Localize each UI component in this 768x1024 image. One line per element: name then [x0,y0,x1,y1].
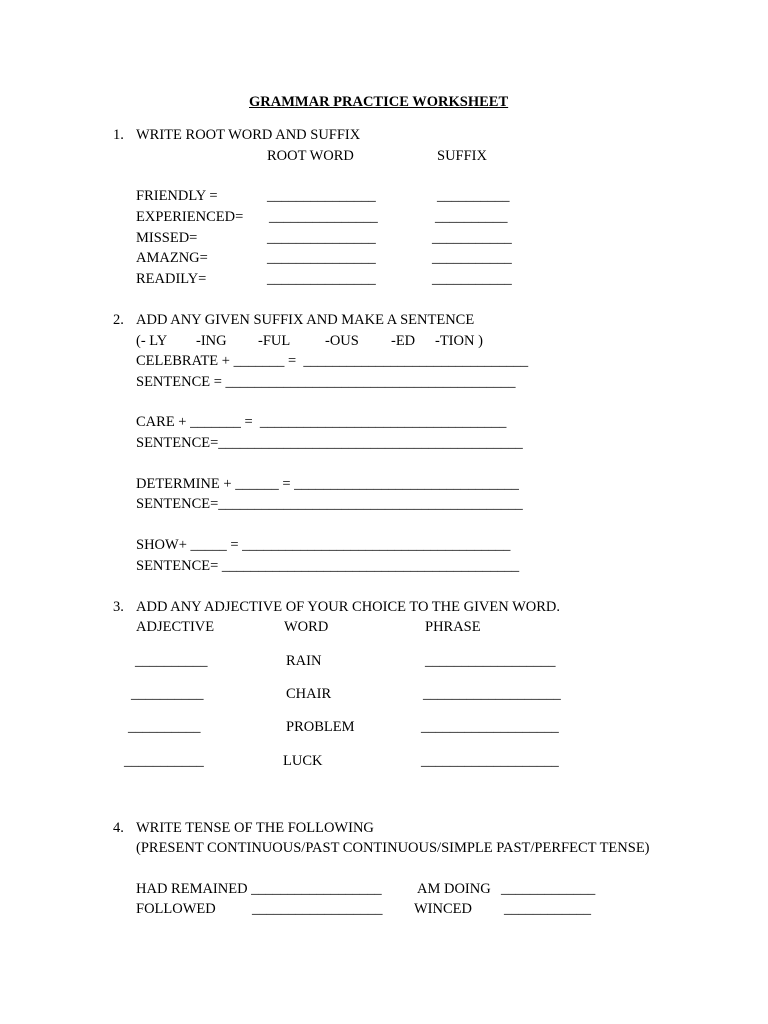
q1-suffix-blank: ___________ [432,250,512,266]
q4-number: 4. [113,820,124,836]
q4-row2-left-label: FOLLOWED [136,901,216,917]
q2-word-line: CARE + _______ = __________________________________ [136,414,507,430]
q3-phrase-blank: ___________________ [421,753,559,769]
q3-phrase-blank: __________________ [425,653,556,669]
q1-suffix-blank: __________ [435,209,508,225]
q1-root-blank: _______________ [267,188,376,204]
q2-suffix-option: -OUS [325,333,359,349]
q4-row2-right-blank: ____________ [504,901,591,917]
q3-adjective-blank: ___________ [124,753,204,769]
q1-prompt: WRITE ROOT WORD AND SUFFIX [136,127,361,143]
q3-word: CHAIR [286,686,332,702]
q1-word: EXPERIENCED= [136,209,244,225]
q1-suffix-blank: ___________ [432,271,512,287]
q3-number: 3. [113,599,124,615]
q3-word: RAIN [286,653,322,669]
q4-row2-right-label: WINCED [414,901,472,917]
q3-col-adjective: ADJECTIVE [136,619,215,635]
q4-row1-left: HAD REMAINED __________________ [136,881,382,897]
q4-prompt: WRITE TENSE OF THE FOLLOWING [136,820,374,836]
q3-word: PROBLEM [286,719,355,735]
q1-root-blank: _______________ [267,271,376,287]
q1-root-blank: _______________ [267,250,376,266]
q3-prompt: ADD ANY ADJECTIVE OF YOUR CHOICE TO THE GIVEN WORD. [136,599,560,615]
q3-word: LUCK [283,753,323,769]
q2-prompt: ADD ANY GIVEN SUFFIX AND MAKE A SENTENCE [136,312,475,328]
q1-col-suffix: SUFFIX [437,148,487,164]
q2-sentence-line: SENTENCE=__________________________________________ [136,435,523,451]
q2-word-line: SHOW+ _____ = _____________________________________ [136,537,511,553]
q2-suffix-option: -ING [196,333,227,349]
q3-adjective-blank: __________ [131,686,204,702]
q2-sentence-line: SENTENCE = ________________________________________ [136,374,516,390]
q2-suffix-option: -TION ) [435,333,483,349]
q4-row1-right-label: AM DOING [417,881,491,897]
q3-phrase-blank: ___________________ [423,686,561,702]
q1-number: 1. [113,127,124,143]
q1-root-blank: _______________ [267,230,376,246]
q2-suffix-option: -ED [391,333,416,349]
q1-root-blank: _______________ [269,209,378,225]
q3-adjective-blank: __________ [128,719,201,735]
q4-tense-options: (PRESENT CONTINUOUS/PAST CONTINUOUS/SIMPLE PAST/PERFECT TENSE) [136,840,650,856]
q2-sentence-line: SENTENCE=__________________________________________ [136,496,523,512]
q3-col-word: WORD [284,619,329,635]
q1-word: FRIENDLY = [136,188,218,204]
q3-col-phrase: PHRASE [425,619,481,635]
q2-suffix-option: (- LY [136,333,168,349]
q3-adjective-blank: __________ [135,653,208,669]
worksheet-title: GRAMMAR PRACTICE WORKSHEET [249,94,509,110]
q1-suffix-blank: __________ [437,188,510,204]
q2-suffix-option: -FUL [258,333,291,349]
q2-word-line: CELEBRATE + _______ = _______________________________ [136,353,529,369]
q1-suffix-blank: ___________ [432,230,512,246]
q1-word: MISSED= [136,230,198,246]
q2-sentence-line: SENTENCE= _________________________________________ [136,558,520,574]
q1-word: READILY= [136,271,207,287]
q4-row2-left-blank: __________________ [252,901,383,917]
q3-phrase-blank: ___________________ [421,719,559,735]
q4-row1-right-blank: _____________ [501,881,596,897]
q2-number: 2. [113,312,124,328]
q2-word-line: DETERMINE + ______ = _______________________________ [136,476,519,492]
q1-word: AMAZNG= [136,250,208,266]
q1-col-root: ROOT WORD [267,148,354,164]
